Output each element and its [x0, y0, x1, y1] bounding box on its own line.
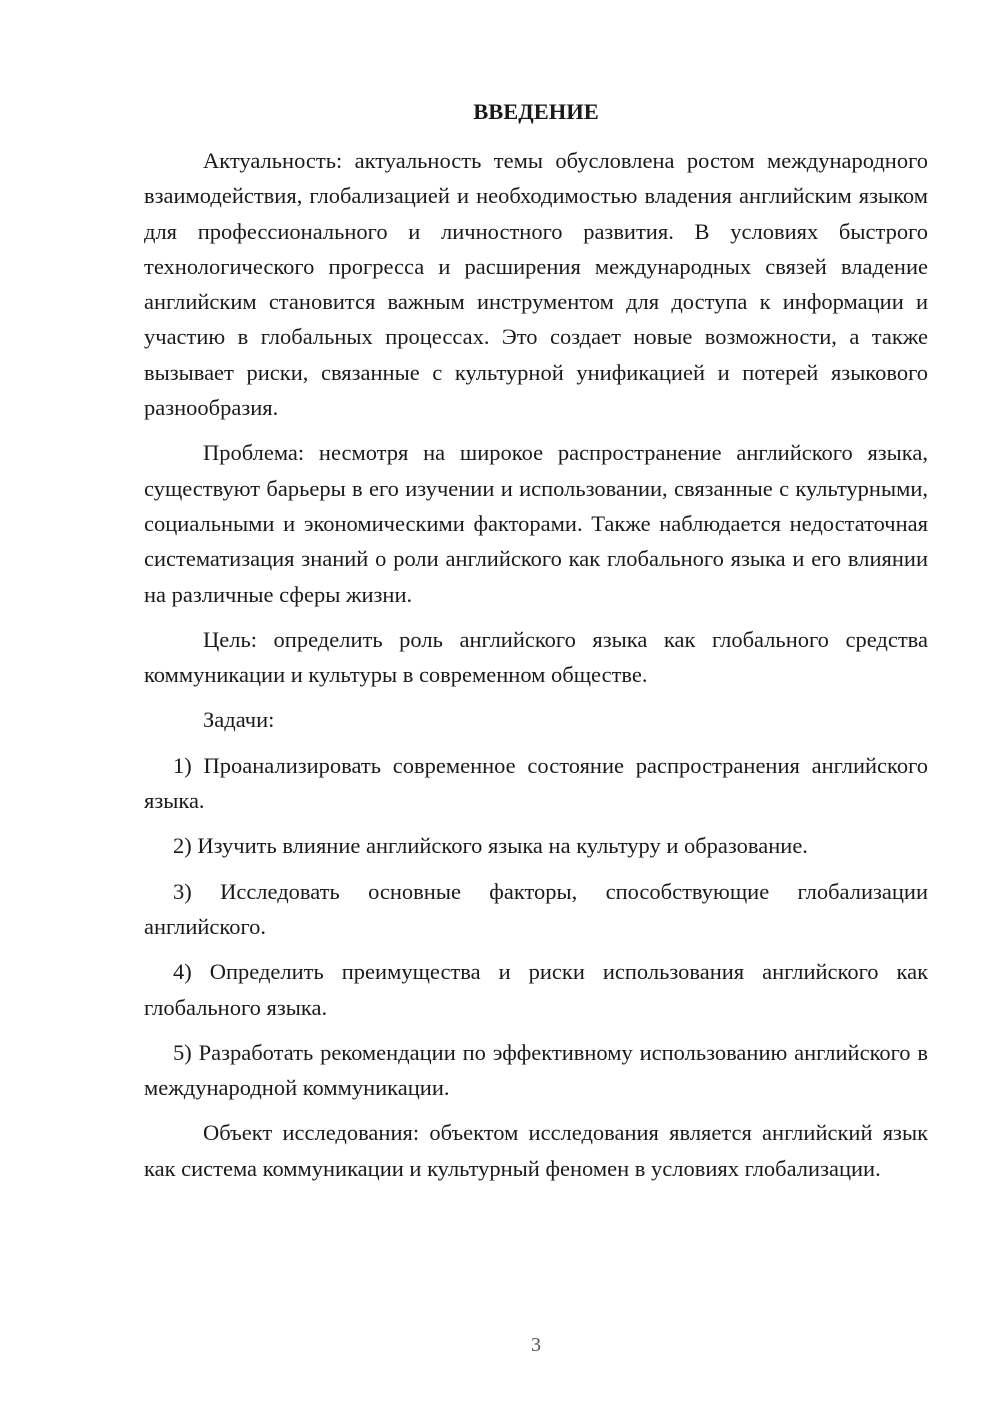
- goal-paragraph: Цель: определить роль английского языка как глобального средства коммуникации и культуры в современном обществе.: [144, 626, 928, 688]
- task-item-3: 3) Исследовать основные факторы, способствующие глобализации английского.: [144, 878, 928, 939]
- tasks-heading: Задачи:: [203, 707, 275, 733]
- problem-paragraph: Проблема: несмотря на широкое распространение английского языка, существуют барьеры в его изучении и использовании, связанные с культурными, социальными и экономическими факторами. Также наблюдается недостаточная систематизация знаний о роли английского как глобального языка и его влиянии на различные сферы жизни.: [144, 440, 928, 607]
- task-item-4: 4) Определить преимущества и риски использования английского как глобального языка.: [144, 959, 928, 1020]
- page-number: 3: [531, 1334, 541, 1356]
- object-paragraph: Объект исследования: объектом исследования является английский язык как система коммуникации и культурный феномен в условиях глобализации.: [144, 1120, 928, 1181]
- tasks-list: [144, 748, 928, 1106]
- task-item-5: 5) Разработать рекомендации по эффективному использованию английского в международной коммуникации.: [144, 1039, 928, 1101]
- task-item-1: 1) Проанализировать современное состояние распространения английского языка.: [144, 752, 928, 814]
- page-title: ВВЕДЕНИЕ: [473, 99, 599, 124]
- document-body: [144, 143, 928, 1186]
- task-item-2: 2) Изучить влияние английского языка на культуру и образование.: [173, 833, 808, 859]
- relevance-paragraph: Актуальность: актуальность темы обусловлена ростом международного взаимодействия, глобализацией и необходимостью владения английским языком для профессионального и личностного развития. В условиях быстрого технологического прогресса и расширения международных связей владение английским становится важным инструментом для доступа к информации и участию в глобальных процессах. Это создает новые возможности, а также вызывает риски, связанные с культурной унификацией и потерей языкового разнообразия.: [144, 148, 928, 421]
